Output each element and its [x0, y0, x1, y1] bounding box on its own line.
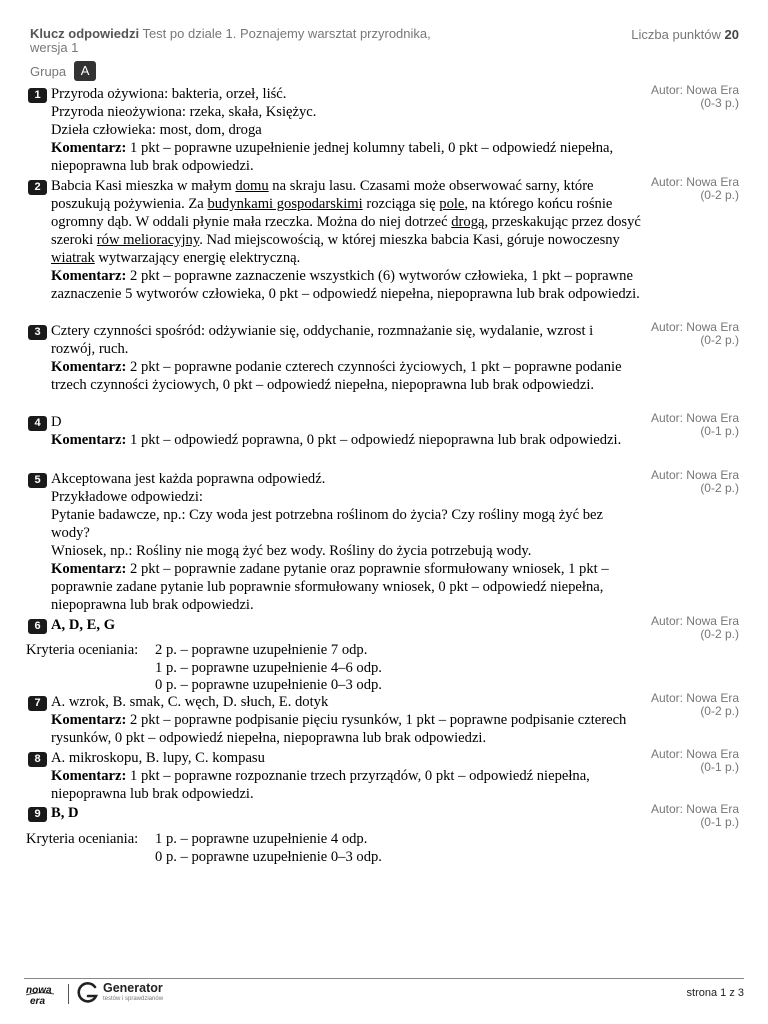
author-label: Autor: Nowa Era — [650, 747, 739, 761]
generator-title: Generator — [103, 981, 163, 995]
nowa-era-logo — [24, 983, 60, 1007]
grading-criteria-9 — [26, 831, 546, 867]
answer-text — [51, 616, 641, 634]
question-9 — [51, 804, 641, 822]
criteria-item: 0 p. – poprawne uzupełnienie 0–3 odp. — [155, 848, 382, 865]
footer-divider — [24, 978, 744, 979]
comment-label: Komentarz: — [51, 768, 127, 784]
underlined-word: wiatrak — [51, 250, 95, 266]
comment-label: Komentarz: — [51, 561, 127, 577]
answer-bold: A, D, E, G — [51, 617, 116, 633]
logo-separator — [68, 984, 69, 1004]
comment-text: 2 pkt – poprawne podanie czterech czynności życiowych, 1 pkt – poprawne podanie trzech czynności życiowych, 0 pkt – odpowiedź niepełna, niepoprawna lub brak odpowiedzi. — [51, 359, 622, 393]
comment — [51, 767, 641, 803]
comment — [51, 431, 641, 449]
comment-label: Komentarz: — [51, 268, 127, 284]
author-label: Autor: Nowa Era — [650, 614, 739, 628]
logo-text-era: era — [30, 996, 46, 1007]
author-label: Autor: Nowa Era — [650, 468, 739, 482]
answer-text — [51, 804, 641, 822]
criteria-list — [155, 642, 382, 695]
question-7 — [51, 693, 641, 747]
points-value: 20 — [724, 27, 739, 42]
underlined-word: budynkami gospodarskimi — [207, 196, 363, 212]
answer-line: Akceptowana jest każda poprawna odpowiedź. — [51, 471, 326, 487]
text-part: rozciąga się — [362, 196, 440, 212]
question-5 — [51, 470, 641, 614]
comment — [51, 267, 641, 303]
comment-label: Komentarz: — [51, 140, 127, 156]
question-number-1: 1 — [28, 88, 47, 103]
underlined-word: pole — [439, 196, 465, 212]
comment-text: 2 pkt – poprawnie zadane pytanie oraz poprawnie sformułowany wniosek, 1 pkt – poprawnie zadane pytanie lub poprawnie sformułowany wniosek, 0 pkt – odpowiedź niepełna, niepoprawna lub brak odpowiedzi. — [51, 561, 609, 613]
question-number-5: 5 — [28, 473, 47, 488]
page-number: strona 1 z 3 — [686, 987, 744, 999]
document-title — [30, 27, 460, 55]
comment-text: 1 pkt – odpowiedź poprawna, 0 pkt – odpowiedź niepoprawna lub brak odpowiedzi. — [130, 432, 622, 448]
criteria-label: Kryteria oceniania: — [26, 831, 139, 847]
title-rest: Test po dziale 1. Poznajemy warsztat przyrodnika, wersja 1 — [30, 26, 431, 55]
answer-line: Przyroda nieożywiona: rzeka, skała, Księżyc. — [51, 104, 317, 120]
points-label: Liczba punktów — [631, 27, 721, 42]
answer-line: Wniosek, np.: Rośliny nie mogą żyć bez wody. Rośliny do życia potrzebują wody. — [51, 543, 532, 559]
answer-text: Cztery czynności spośród: odżywianie się, oddychanie, rozmnażanie się, wydalanie, wzrost i rozwój, ruch. — [51, 323, 594, 357]
generator-subtitle: testów i sprawdzianów — [103, 996, 164, 1002]
points-range: (0-2 p.) — [700, 188, 739, 202]
comment — [51, 139, 641, 175]
group-badge: A — [74, 61, 96, 81]
question-2 — [51, 177, 641, 303]
points-range: (0-2 p.) — [700, 627, 739, 641]
question-number-9: 9 — [28, 807, 47, 822]
text-part: na skraju lasu. Czasami może obserwować sarny, które poszukują pożywienia. Za — [51, 178, 594, 212]
generator-logo — [77, 982, 163, 1004]
author-label: Autor: Nowa Era — [650, 691, 739, 705]
answer-text: A. mikroskopu, B. lupy, C. kompasu — [51, 750, 265, 766]
author-label: Autor: Nowa Era — [650, 175, 739, 189]
comment-text: 2 pkt – poprawne podpisanie pięciu rysunków, 1 pkt – poprawne podpisanie czterech rysunków, 0 pkt – odpowiedź niepełna, niepoprawna lub brak odpowiedzi. — [51, 712, 627, 746]
answer-line: Dzieła człowieka: most, dom, droga — [51, 122, 262, 138]
question-4 — [51, 413, 641, 449]
question-number-6: 6 — [28, 619, 47, 634]
text-part: Babcia Kasi mieszka w małym — [51, 178, 236, 194]
question-number-3: 3 — [28, 325, 47, 340]
question-3 — [51, 322, 641, 394]
comment — [51, 560, 641, 614]
author-label: Autor: Nowa Era — [650, 320, 739, 334]
author-label: Autor: Nowa Era — [650, 802, 739, 816]
text-part: , przeskakując przez dosyć szeroki — [51, 214, 641, 248]
criteria-item: 1 p. – poprawne uzupełnienie 4 odp. — [155, 831, 368, 847]
comment — [51, 358, 641, 394]
answer-text: A. wzrok, B. smak, C. węch, D. słuch, E. dotyk — [51, 694, 329, 710]
logo-text-nowa: nowa — [26, 985, 52, 996]
generator-g-icon — [77, 982, 99, 1004]
criteria-item: 1 p. – poprawne uzupełnienie 4–6 odp. — [155, 659, 382, 676]
title-bold: Klucz odpowiedzi — [30, 26, 140, 41]
points-range: (0-2 p.) — [700, 481, 739, 495]
criteria-list — [155, 831, 382, 866]
question-8 — [51, 749, 641, 803]
grading-criteria-6 — [26, 642, 546, 696]
underlined-word: rów melioracyjny — [96, 232, 200, 248]
criteria-item: 2 p. – poprawne uzupełnienie 7 odp. — [155, 642, 368, 658]
comment-label: Komentarz: — [51, 712, 127, 728]
points-range: (0-1 p.) — [700, 815, 739, 829]
comment-label: Komentarz: — [51, 432, 127, 448]
question-1 — [51, 85, 641, 175]
comment — [51, 711, 641, 747]
answer-line: Przykładowe odpowiedzi: — [51, 489, 203, 505]
text-part: wytwarzający energię elektryczną. — [94, 250, 301, 266]
points-total — [631, 27, 739, 42]
text-part: . Nad miejscowością, w której mieszka babcia Kasi, góruje nowoczesny — [199, 232, 620, 248]
text-part: , na którego końcu rośnie ogromny dąb. W oddali płynie mała rzeczka. Można do niej dotrzeć — [51, 196, 613, 230]
question-number-2: 2 — [28, 180, 47, 195]
comment-label: Komentarz: — [51, 359, 127, 375]
answer-text — [51, 177, 641, 267]
answer-bold: B, D — [51, 805, 79, 821]
points-range: (0-1 p.) — [700, 760, 739, 774]
criteria-item: 0 p. – poprawne uzupełnienie 0–3 odp. — [155, 677, 382, 693]
question-number-8: 8 — [28, 752, 47, 767]
group-indicator — [30, 61, 96, 81]
underlined-word: domu — [235, 178, 269, 194]
author-label: Autor: Nowa Era — [650, 83, 739, 97]
points-range: (0-2 p.) — [700, 704, 739, 718]
points-range: (0-3 p.) — [700, 96, 739, 110]
comment-text: 2 pkt – poprawne zaznaczenie wszystkich (6) wytworów człowieka, 1 pkt – poprawne zaznaczenie 5 wytworów człowieka, 0 pkt – odpowiedź niepełna, niepoprawna lub brak odpowiedzi. — [51, 268, 640, 302]
comment-text: 1 pkt – poprawne rozpoznanie trzech przyrządów, 0 pkt – odpowiedź niepełna, niepoprawna lub brak odpowiedzi. — [51, 768, 590, 802]
question-number-7: 7 — [28, 696, 47, 711]
comment-text: 1 pkt – poprawne uzupełnienie jednej kolumny tabeli, 0 pkt – odpowiedź niepełna, niepoprawna lub brak odpowiedzi. — [51, 140, 614, 174]
answer-line: Przyroda ożywiona: bakteria, orzeł, liść. — [51, 86, 287, 102]
points-range: (0-1 p.) — [700, 424, 739, 438]
points-range: (0-2 p.) — [700, 333, 739, 347]
answer-text: D — [51, 414, 62, 430]
underlined-word: drogą — [451, 214, 485, 230]
answer-line: Pytanie badawcze, np.: Czy woda jest potrzebna roślinom do życia? Czy rośliny mogą żyć bez wody? — [51, 507, 603, 541]
criteria-label: Kryteria oceniania: — [26, 642, 139, 658]
group-label: Grupa — [30, 63, 67, 79]
question-6 — [51, 616, 641, 634]
author-label: Autor: Nowa Era — [650, 411, 739, 425]
question-number-4: 4 — [28, 416, 47, 431]
